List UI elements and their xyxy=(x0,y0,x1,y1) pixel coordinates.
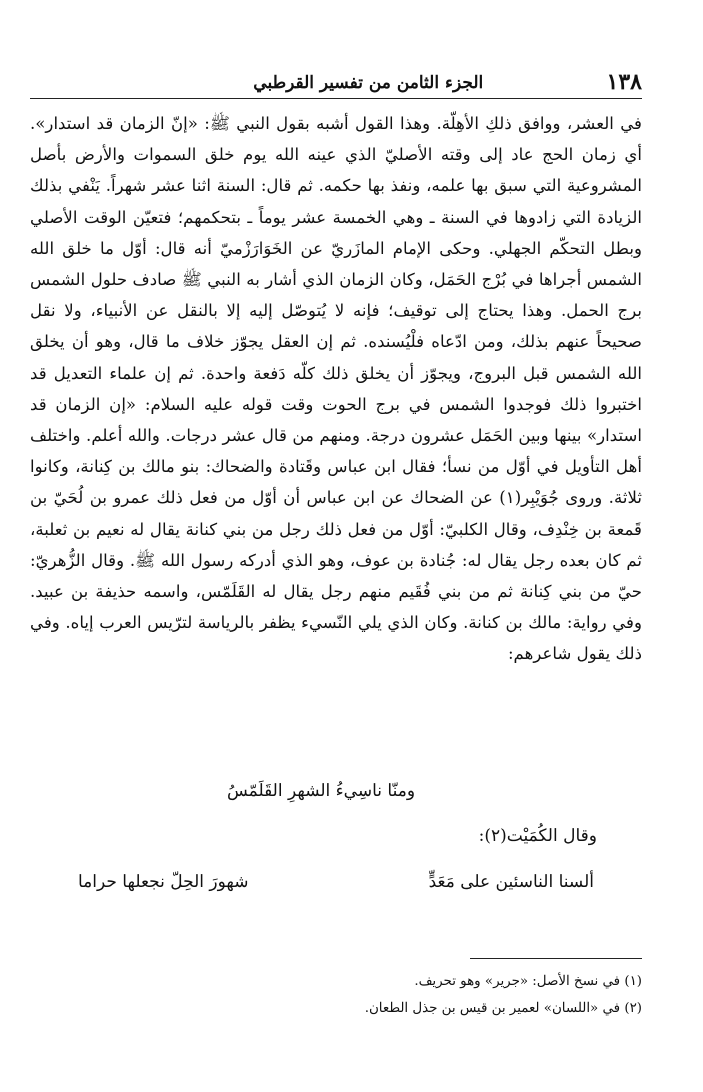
running-title: الجزء الثامن من تفسير القرطبي xyxy=(253,73,484,93)
verse-pair xyxy=(30,866,642,898)
footnote-divider xyxy=(470,958,642,959)
page-number: ١٣٨ xyxy=(606,69,642,95)
verse-second-hemistich: شهورَ الحِلّ نجعلها حراما xyxy=(78,872,249,892)
intro-line: وقال الكُمَيْت(٢): xyxy=(478,826,597,846)
body-text xyxy=(30,108,642,670)
footnote-2: (٢) في «اللسان» لعمير بن قيس بن جذل الطعان. xyxy=(364,1001,642,1016)
footnote-1: (١) في نسخ الأصل: «جرير» وهو تحريف. xyxy=(414,974,642,989)
footnotes xyxy=(30,968,642,1022)
verse-first-hemistich: ألسنا الناسئين على مَعَدٍّ xyxy=(428,872,594,892)
verse-single: ومنّا ناسِيءُ الشهرِ القَلَمّسُ xyxy=(226,781,416,801)
body-paragraph: في العشر، ووافق ذلكِ الأهِلّة. وهذا القول أشبه بقول النبي ﷺ: «إنّ الزمان قد استدار». أي زمان الحج عاد إلى وقته الأصليّ الذي عينه الله يوم خلق السموات والأرض بأصل المشروعية التي سبق بها علمه، ونفذ بها حكمه. ثم قال: السنة اثنا عشر شهراً. يَنْفي بذلك الزيادة التي زادوها في السنة ـ وهي الخمسة عشر يوماً ـ بتحكمهم؛ فتعيّن الوقت الأصلي وبطل التحكّم الجهلي. وحكى الإمام المازَريّ عن الخَوَارَزْميّ أنه قال: أوّل ما خلق الله الشمس أجراها في بُرْج الحَمَل، وكان الزمان الذي أشار به النبي ﷺ صادف حلول الشمس برج الحمل. وهذا يحتاج إلى توقيف؛ فإنه لا يُتوصّل إليه إلا بالنقل عن الأنبياء، ولا نقل صحيحاً عنهم بذلك، ومن ادّعاه فلْيُسنده. ثم إن العقل يجوّز خلاف ما قال، وهو أن يخلق الله الشمس قبل البروج، ويجوّز أن يخلق ذلك كلّه دَفعة واحدة. ثم إن علماء التعديل قد اختبروا ذلك فوجدوا الشمس في برج الحوت وقت قوله عليه السلام: «إن الزمان قد استدار» بينها وبين الحَمَل عشرون درجة. ومنهم من قال عشر درجات. والله أعلم. واختلف أهل التأويل في أوّل من نسأ؛ فقال ابن عباس وقَتادة والضحاك: بنو مالك بن كِنانة، وكانوا ثلاثة. وروى جُوَيْبِر(١) عن الضحاك عن ابن عباس أن أوّل من فعل ذلك عمرو بن لُحَيّ بن قَمعة بن خِنْدِف، وقال الكلبيّ: أوّل من فعل ذلك رجل من بني كنانة يقال له نعيم بن ثعلبة، ثم كان بعده رجل يقال له: جُنادة بن عوف، وهو الذي أدركه رسول الله ﷺ. وقال الزُّهريّ: حيّ من بني كِنانة ثم من بني فُقَيم منهم رجل يقال له القَلَمّس، واسمه حذيفة بن عبيد. وفي رواية: مالك بن كنانة. وكان الذي يلي النّسيء يظفر بالرياسة لترّيس العرب إياه. وفي ذلك يقول شاعرهم: xyxy=(30,114,642,664)
page-header xyxy=(30,60,642,99)
